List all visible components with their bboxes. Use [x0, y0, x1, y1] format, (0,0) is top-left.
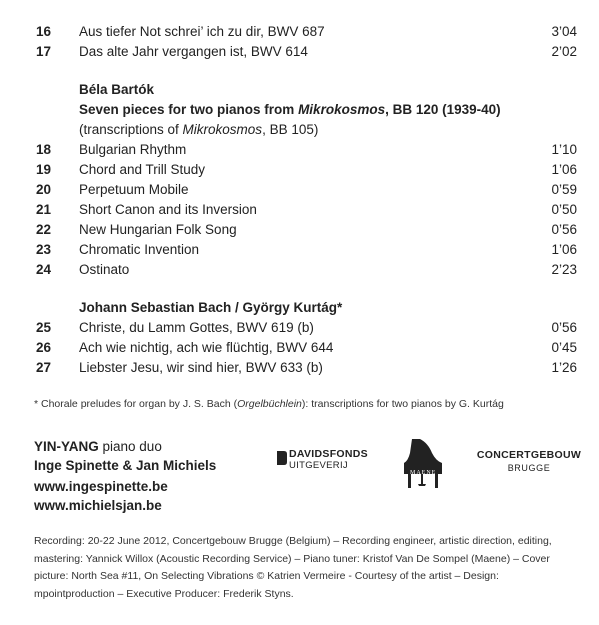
track-duration: 1’06: [551, 242, 577, 257]
track-title: Short Canon and its Inversion: [79, 202, 257, 217]
work-title-part: , BB 120 (1939-40): [385, 102, 501, 117]
track-duration: 0’50: [551, 202, 577, 217]
work-note-part: , BB 105): [262, 122, 319, 137]
concertgebouw-label: CONCERTGEBOUW: [476, 449, 582, 461]
duo-name: [34, 437, 162, 456]
track-row: [0, 180, 599, 200]
davidsfonds-icon: [277, 451, 287, 465]
track-number: 27: [36, 360, 52, 375]
track-number: 23: [36, 242, 52, 257]
concertgebouw-logo: [474, 449, 584, 473]
track-number: 18: [36, 142, 52, 157]
work-note-italic: Mikrokosmos: [182, 122, 263, 137]
track-duration: 2’02: [551, 44, 577, 59]
davidsfonds-sublabel: UITGEVERIJ: [289, 460, 348, 471]
track-row: [0, 160, 599, 180]
work-heading-bartok: [79, 100, 501, 120]
composer-heading-bach-kurtag: Johann Sebastian Bach / György Kurtág*: [79, 300, 343, 315]
duo-members: Inge Spinette & Jan Michiels: [34, 458, 217, 473]
track-row: [0, 220, 599, 240]
davidsfonds-label: DAVIDSFONDS: [289, 448, 368, 460]
track-title: Ostinato: [79, 262, 130, 277]
track-number: 20: [36, 182, 52, 197]
track-duration: 0’59: [551, 182, 577, 197]
track-title: Perpetuum Mobile: [79, 182, 189, 197]
composer-heading-bartok: Béla Bartók: [79, 82, 155, 97]
website-link[interactable]: www.michielsjan.be: [34, 498, 162, 513]
track-number: 26: [36, 340, 52, 355]
track-number: 24: [36, 262, 52, 277]
track-title: Ach wie nichtig, ach wie flüchtig, BWV 644: [79, 340, 334, 355]
track-row: [0, 338, 599, 358]
track-number: 19: [36, 162, 52, 177]
track-title: Chord and Trill Study: [79, 162, 206, 177]
website-link[interactable]: www.ingespinette.be: [34, 479, 168, 494]
track-duration: 1’26: [551, 360, 577, 375]
davidsfonds-logo: [277, 448, 377, 474]
track-row: [0, 140, 599, 160]
track-number: 21: [36, 202, 52, 217]
work-note-part: (transcriptions of: [79, 122, 183, 137]
track-number: 16: [36, 24, 52, 39]
track-title: Bulgarian Rhythm: [79, 142, 187, 157]
track-number: 17: [36, 44, 52, 59]
track-number: 22: [36, 222, 52, 237]
duo-name-suffix: piano duo: [98, 439, 162, 454]
track-title: Aus tiefer Not schrei’ ich zu dir, BWV 687: [79, 24, 325, 39]
footnote: [34, 398, 504, 410]
footnote-part: ): transcriptions for two pianos by G. Kurtág: [301, 398, 504, 410]
maene-piano-logo: [398, 437, 450, 499]
duo-name-bold: YIN-YANG: [34, 439, 99, 454]
maene-label: MAENE: [410, 470, 437, 476]
track-title: Christe, du Lamm Gottes, BWV 619 (b): [79, 320, 314, 335]
track-row: [0, 358, 599, 378]
track-duration: 1’06: [551, 162, 577, 177]
recording-credits: Recording: 20-22 June 2012, Concertgebouw Brugge (Belgium) – Recording engineer, artistic direction, editing, mastering: Yannick Willox (Acoustic Recording Service) – Piano tuner: Kristof Van De Sompel (Maene) – Cover picture: North Sea #11, On Selecting Vibrations © Katrien Vermeire - Courtesy of the artist – Design: mpointproduction – Executive Producer: Frederik Styns.: [34, 535, 552, 600]
concertgebouw-sublabel: BRUGGE: [507, 463, 551, 473]
grand-piano-icon: [398, 437, 450, 499]
track-row: [0, 22, 599, 42]
track-row: [0, 240, 599, 260]
track-duration: 1’10: [551, 142, 577, 157]
track-row: [0, 42, 599, 62]
track-title: Liebster Jesu, wir sind hier, BWV 633 (b): [79, 360, 323, 375]
track-duration: 0’45: [551, 340, 577, 355]
work-title-italic: Mikrokosmos: [298, 102, 386, 117]
track-number: 25: [36, 320, 52, 335]
track-title: New Hungarian Folk Song: [79, 222, 237, 237]
track-row: [0, 318, 599, 338]
track-duration: 2’23: [551, 262, 577, 277]
footnote-part: * Chorale preludes for organ by J. S. Bach (: [34, 398, 238, 410]
track-duration: 0’56: [551, 222, 577, 237]
track-row: [0, 260, 599, 280]
track-duration: 3’04: [551, 24, 577, 39]
track-title: Chromatic Invention: [79, 242, 200, 257]
work-title-part: Seven pieces for two pianos from: [79, 102, 299, 117]
track-title: Das alte Jahr vergangen ist, BWV 614: [79, 44, 308, 59]
track-row: [0, 200, 599, 220]
footnote-italic: Orgelbüchlein: [237, 398, 302, 410]
work-note-bartok: [79, 120, 318, 140]
track-duration: 0’56: [551, 320, 577, 335]
